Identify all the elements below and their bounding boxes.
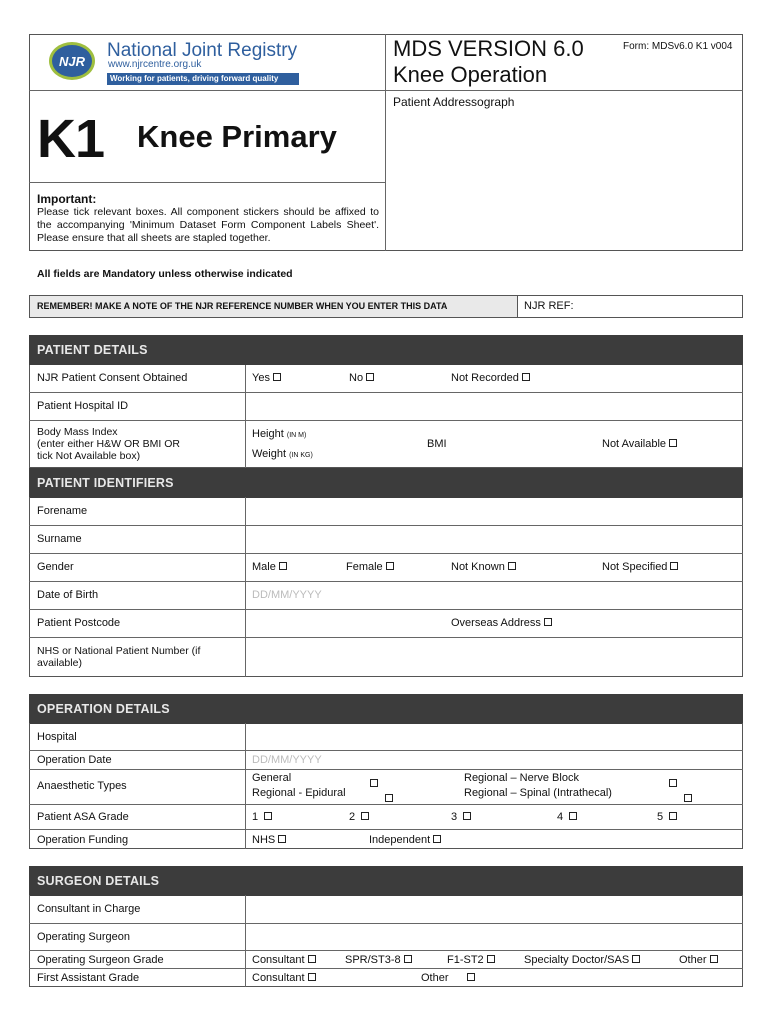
option-label: Yes (252, 372, 270, 384)
anaesthetic-spinal-option[interactable] (464, 787, 612, 799)
option-label: Independent (369, 834, 431, 846)
consultant-in-charge-label: Consultant in Charge (37, 903, 141, 915)
option-label: 5 (657, 811, 664, 823)
checkbox[interactable] (308, 973, 316, 981)
option-label: 1 (252, 811, 259, 823)
op-grade-consultant-option[interactable] (252, 954, 316, 966)
option-label: NHS (252, 834, 276, 846)
anaesthetic-spinal-checkbox[interactable] (684, 794, 692, 802)
section-title: PATIENT DETAILS (37, 343, 148, 357)
anaesthetic-epidural-option[interactable] (252, 787, 346, 799)
important-text: Please tick relevant boxes. All component stickers should be affixed to the accompanying 'Minimum Dataset Form Component Labels Sheet'. Please ensure that all sheets are stapled together. (37, 206, 379, 244)
operating-surgeon-label: Operating Surgeon (37, 931, 130, 943)
option-label: Not Available (602, 438, 667, 450)
anaesthetic-label: Anaesthetic Types (37, 780, 127, 792)
header-rule-left-2 (29, 182, 385, 183)
section-title: PATIENT IDENTIFIERS (37, 476, 174, 490)
logo-url: www.njrcentre.org.uk (108, 59, 202, 70)
bmi-not-available-option[interactable] (602, 438, 677, 450)
bmi-field[interactable]: BMI (427, 438, 447, 450)
checkbox[interactable] (522, 373, 530, 381)
bmi-label-line: tick Not Available box) (37, 450, 141, 462)
operating-surgeon-field[interactable] (246, 924, 742, 949)
row-divider (29, 804, 743, 805)
patient-addressograph-label: Patient Addressograph (393, 95, 515, 109)
forename-label: Forename (37, 505, 88, 517)
checkbox[interactable] (669, 439, 677, 447)
option-label: Female (346, 561, 383, 573)
anaesthetic-general-option[interactable] (252, 772, 291, 784)
consent-label: NJR Patient Consent Obtained (37, 372, 188, 384)
asa-option-5[interactable] (657, 811, 677, 823)
logo-tagline: Working for patients, driving forward quality (107, 73, 299, 85)
mds-version: MDS VERSION 6.0 (393, 36, 584, 61)
consent-no-option[interactable] (349, 372, 374, 384)
bmi-label-line: (enter either H&W OR BMI OR (37, 438, 180, 450)
row-divider (29, 750, 743, 751)
mds-title (393, 36, 584, 88)
option-label: Not Known (451, 561, 505, 573)
checkbox[interactable] (467, 973, 475, 981)
option-label: Regional - Epidural (252, 787, 346, 799)
row-divider (29, 553, 743, 554)
option-label: 4 (557, 811, 564, 823)
header-rule-left-1 (29, 90, 385, 91)
form-code: Form: MDSv6.0 K1 v004 (623, 41, 733, 52)
asa-option-2[interactable] (349, 811, 369, 823)
checkbox[interactable] (273, 373, 281, 381)
op-grade-other-option[interactable] (679, 954, 718, 966)
option-label: Consultant (252, 972, 305, 984)
mandatory-note: All fields are Mandatory unless otherwise indicated (37, 268, 293, 280)
section-operation-details (29, 694, 743, 724)
bmi-label-line: Body Mass Index (37, 426, 118, 438)
nhs-label-line: NHS or National Patient Number (if (37, 645, 201, 657)
postcode-label: Patient Postcode (37, 617, 121, 629)
hospital-id-label: Patient Hospital ID (37, 400, 129, 412)
nhs-number-field[interactable] (246, 638, 742, 676)
checkbox[interactable] (487, 955, 495, 963)
hospital-id-field[interactable] (246, 393, 742, 419)
form-title: Knee Primary (137, 119, 337, 154)
option-label: Regional – Nerve Block (464, 772, 579, 784)
operation-date-label: Operation Date (37, 754, 112, 766)
gender-not-specified-option[interactable] (602, 561, 678, 573)
header-divider (385, 34, 386, 251)
logo-title: National Joint Registry (107, 40, 298, 61)
option-label: Other (421, 972, 449, 984)
hospital-label: Hospital (37, 731, 77, 743)
checkbox[interactable] (670, 562, 678, 570)
nhs-label-line: available) (37, 657, 82, 669)
first-assistant-grade-label: First Assistant Grade (37, 972, 140, 984)
consent-not-recorded-option[interactable] (451, 372, 530, 384)
row-divider (29, 829, 743, 830)
checkbox[interactable] (433, 835, 441, 843)
operation-date-field[interactable]: DD/MM/YYYY (252, 754, 322, 766)
checkbox[interactable] (278, 835, 286, 843)
checkbox[interactable] (508, 562, 516, 570)
option-label: Not Recorded (451, 372, 519, 384)
section-title: SURGEON DETAILS (37, 874, 160, 888)
checkbox[interactable] (669, 812, 677, 820)
row-divider (29, 950, 743, 951)
op-grade-f1-option[interactable] (447, 954, 495, 966)
forename-field[interactable] (246, 498, 742, 524)
option-label: Consultant (252, 954, 305, 966)
important-label: Important: (37, 192, 97, 206)
overseas-address-option[interactable] (451, 617, 552, 629)
section-patient-details (29, 335, 743, 365)
checkbox[interactable] (279, 562, 287, 570)
checkbox[interactable] (632, 955, 640, 963)
asa-option-1[interactable] (252, 811, 272, 823)
gender-male-option[interactable] (252, 561, 287, 573)
asa-option-3[interactable] (451, 811, 471, 823)
option-label: Male (252, 561, 276, 573)
funding-label: Operation Funding (37, 834, 129, 846)
consultant-in-charge-field[interactable] (246, 896, 742, 922)
weight-field[interactable] (252, 448, 313, 460)
fa-grade-consultant-option[interactable] (252, 972, 316, 984)
hospital-field[interactable] (246, 724, 742, 749)
option-label: General (252, 772, 292, 784)
asa-grade-label: Patient ASA Grade (37, 811, 129, 823)
checkbox[interactable] (361, 812, 369, 820)
checkbox[interactable] (308, 955, 316, 963)
postcode-field[interactable] (246, 610, 446, 636)
header-rule-right (385, 90, 743, 91)
height-label: Height (252, 428, 284, 440)
operating-surgeon-grade-label: Operating Surgeon Grade (37, 954, 164, 966)
consent-yes-option[interactable] (252, 372, 281, 384)
option-label: Overseas Address (451, 617, 541, 629)
checkbox[interactable] (264, 812, 272, 820)
asa-option-4[interactable] (557, 811, 577, 823)
dob-label: Date of Birth (37, 589, 99, 601)
height-field[interactable] (252, 428, 306, 440)
option-label: Regional – Spinal (Intrathecal) (464, 787, 612, 799)
row-divider (29, 968, 743, 969)
option-label: F1-ST2 (447, 954, 484, 966)
option-label: SPR/ST3-8 (345, 954, 401, 966)
section-title: OPERATION DETAILS (37, 702, 170, 716)
form-code-large: K1 (37, 109, 105, 169)
mds-operation: Knee Operation (393, 62, 548, 87)
funding-nhs-option[interactable] (252, 834, 286, 846)
surname-label: Surname (37, 533, 82, 545)
anaesthetic-epidural-checkbox[interactable] (385, 794, 393, 802)
njr-logo-icon: NJR (49, 42, 95, 80)
checkbox[interactable] (463, 812, 471, 820)
row-divider (29, 581, 743, 582)
checkbox[interactable] (386, 562, 394, 570)
checkbox[interactable] (404, 955, 412, 963)
gender-label: Gender (37, 561, 74, 573)
weight-label: Weight (252, 448, 287, 460)
dob-field[interactable]: DD/MM/YYYY (252, 589, 322, 601)
gender-female-option[interactable] (346, 561, 394, 573)
checkbox[interactable] (569, 812, 577, 820)
checkbox[interactable] (366, 373, 374, 381)
anaesthetic-general-checkbox[interactable] (370, 779, 378, 787)
row-divider (29, 769, 743, 770)
option-label: Other (679, 954, 707, 966)
option-label: No (349, 372, 364, 384)
checkbox[interactable] (544, 618, 552, 626)
anaesthetic-nerve-block-option[interactable] (464, 772, 579, 784)
section-patient-identifiers (29, 468, 743, 498)
op-grade-specialty-option[interactable] (524, 954, 640, 966)
nhs-number-label (37, 645, 200, 669)
checkbox[interactable] (710, 955, 718, 963)
op-grade-spr-option[interactable] (345, 954, 412, 966)
anaesthetic-nerve-block-checkbox[interactable] (669, 779, 677, 787)
gender-not-known-option[interactable] (451, 561, 516, 573)
fa-grade-other-option[interactable] (421, 972, 475, 984)
option-label: 3 (451, 811, 458, 823)
section-surgeon-details (29, 866, 743, 896)
remember-text: REMEMBER! MAKE A NOTE OF THE NJR REFERENCE NUMBER WHEN YOU ENTER THIS DATA (37, 301, 448, 311)
row-divider (29, 420, 743, 421)
option-label: Not Specified (602, 561, 668, 573)
weight-unit: (IN KG) (289, 452, 313, 459)
bmi-label (37, 426, 180, 462)
njr-ref-label: NJR REF: (524, 300, 574, 312)
funding-independent-option[interactable] (369, 834, 441, 846)
option-label: 2 (349, 811, 356, 823)
surname-field[interactable] (246, 526, 742, 552)
height-unit: (IN M) (286, 432, 307, 439)
option-label: Specialty Doctor/SAS (524, 954, 630, 966)
